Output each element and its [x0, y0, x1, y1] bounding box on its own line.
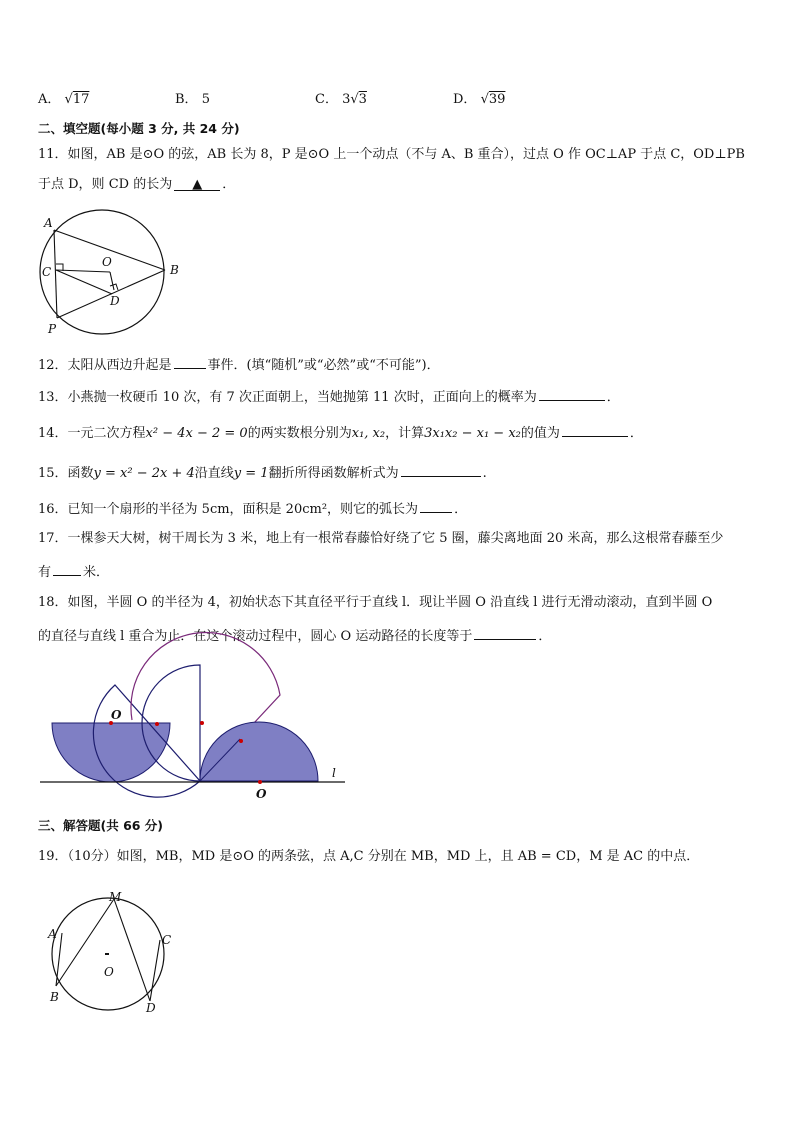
- label-d: D: [110, 294, 120, 308]
- q15-text-c: 翻折所得函数解析式为: [268, 466, 399, 481]
- label-o-top: O: [111, 708, 122, 722]
- q16-text-a: 16．已知一个扇形的半径为 5cm，面积是 20cm²，则它的弧长为: [38, 502, 419, 517]
- option-a: [38, 88, 89, 107]
- label-a: A: [48, 927, 57, 941]
- sqrt-symbol: √: [480, 92, 489, 107]
- chord-md: [114, 899, 150, 1001]
- label-o: O: [102, 255, 112, 269]
- answer-blank: [474, 625, 536, 640]
- chord-cd: [150, 940, 160, 1001]
- sqrt-symbol: √: [350, 92, 359, 107]
- answer-blank: [174, 354, 206, 369]
- segment-od: [110, 272, 114, 290]
- answer-blank: [174, 176, 220, 191]
- label-b: B: [50, 990, 59, 1004]
- label-o-bottom: O: [256, 787, 267, 801]
- center-dot-4: [239, 739, 243, 743]
- section-2-title: 二、填空题(每小题 3 分, 共 24 分): [38, 121, 240, 136]
- q14-text-b: 的两实数根分别为: [247, 426, 352, 441]
- q14-expression: 3x₁x₂ − x₁ − x₂: [424, 426, 521, 441]
- option-d-value: 39: [488, 92, 506, 107]
- answer-blank: [539, 386, 605, 401]
- option-b-letter: B．: [175, 92, 198, 107]
- option-c-letter: C．: [315, 92, 338, 107]
- option-a-value: 17: [72, 92, 90, 107]
- section-3-title: 三、解答题(共 66 分): [38, 818, 164, 833]
- answer-blank: [53, 561, 81, 576]
- label-d: D: [146, 1001, 156, 1015]
- q15: [38, 462, 487, 483]
- q11-line2: [38, 176, 235, 194]
- center-dot-3: [200, 721, 204, 725]
- semicircle-final: [200, 722, 318, 781]
- q15-text-d: .: [482, 466, 487, 481]
- q14-equation: x² − 4x − 2 = 0: [145, 426, 248, 441]
- q15-line: y = 1: [233, 466, 269, 481]
- option-d-letter: D．: [453, 92, 477, 107]
- q14-text-e: ．: [629, 426, 643, 441]
- q13-text-b: ．: [606, 390, 620, 405]
- triangle-marker: ▲: [192, 177, 203, 192]
- q14-text-d: 的值为: [520, 426, 560, 441]
- option-c: [315, 88, 367, 107]
- option-d: [453, 88, 505, 107]
- q18-line2: [38, 625, 551, 646]
- q14-text-c: ，计算: [385, 426, 425, 441]
- q11-circle-figure: [30, 210, 190, 340]
- label-c: C: [162, 933, 172, 947]
- q12: [38, 354, 440, 375]
- sqrt-symbol: √: [64, 92, 73, 107]
- option-b: [175, 88, 210, 107]
- option-b-value: 5: [201, 92, 210, 107]
- label-c: C: [42, 265, 52, 279]
- label-l: l: [332, 766, 336, 780]
- chord-ap: [54, 230, 57, 318]
- segment-cd: [56, 270, 112, 294]
- q14-text-a: 14．一元二次方程: [38, 426, 146, 441]
- q13-text-a: 13．小燕抛一枚硬币 10 次，有 7 次正面朝上，当她抛第 11 次时，正面向上的概率为: [38, 390, 537, 405]
- q12-text-a: 12．太阳从西边升起是: [38, 358, 172, 373]
- q17-text-b: 米．: [83, 565, 110, 580]
- label-m: M: [109, 890, 122, 904]
- center-dot-2: [155, 722, 159, 726]
- q18-rolling-semicircle-figure: [40, 655, 360, 805]
- q11-end: ．: [222, 177, 236, 192]
- q14-roots: x₁, x₂: [351, 426, 386, 441]
- q17-line1: 17．一棵参天大树，树干周长为 3 米，地上有一根常春藤恰好绕了它 5 圈，藤尖离地面 20 米高，那么这根常春藤至少: [38, 531, 724, 546]
- q12-text-b: 事件．(填“随机”或“必然”或“不可能”)．: [207, 358, 440, 373]
- q15-text-b: 沿直线: [194, 466, 234, 481]
- q16: [38, 498, 467, 519]
- q15-text-a: 15．函数: [38, 466, 94, 481]
- q19-circle-figure: [40, 888, 190, 1023]
- q15-function: y = x² − 2x + 4: [93, 466, 195, 481]
- q18-line1: 18．如图，半圆 O 的半径为 4，初始状态下其直径平行于直线 l．现让半圆 O 沿直线 l 进行无滑动滚动，直到半圆 O: [38, 595, 713, 610]
- q14: [38, 422, 643, 443]
- q17-line2: [38, 561, 109, 582]
- answer-blank: [420, 498, 452, 513]
- q18-text-a: 的直径与直线 l 重合为止．在这个滚动过程中，圆心 O 运动路径的长度等于: [38, 629, 473, 644]
- label-b: B: [170, 263, 179, 277]
- semicircle-initial: [52, 723, 170, 782]
- label-p: P: [48, 322, 57, 336]
- q19-text: 19．（10分）如图，MB，MD 是⊙O 的两条弦，点 A,C 分别在 MB，MD 上，且 AB = CD，M 是 AC 的中点．: [38, 849, 700, 864]
- option-c-value: 3: [358, 92, 367, 107]
- segment-oc: [56, 270, 110, 272]
- center-dot: [105, 953, 109, 955]
- answer-blank: [401, 462, 481, 477]
- q16-text-b: ．: [454, 502, 468, 517]
- center-dot-5: [258, 780, 262, 784]
- q18-text-b: ．: [538, 629, 552, 644]
- label-a: A: [44, 216, 53, 230]
- option-a-letter: A．: [38, 92, 61, 107]
- q13: [38, 386, 620, 407]
- q11-line1: 11．如图，AB 是⊙O 的弦，AB 长为 8，P 是⊙O 上一个动点（不与 A、B 重合），过点 O 作 OC⊥AP 于点 C，OD⊥PB: [38, 147, 745, 162]
- q11-text: 于点 D，则 CD 的长为: [38, 177, 173, 192]
- q17-text-a: 有: [38, 565, 52, 580]
- option-c-coefficient: 3: [342, 92, 351, 107]
- answer-blank: [562, 422, 628, 437]
- label-o: O: [104, 965, 114, 979]
